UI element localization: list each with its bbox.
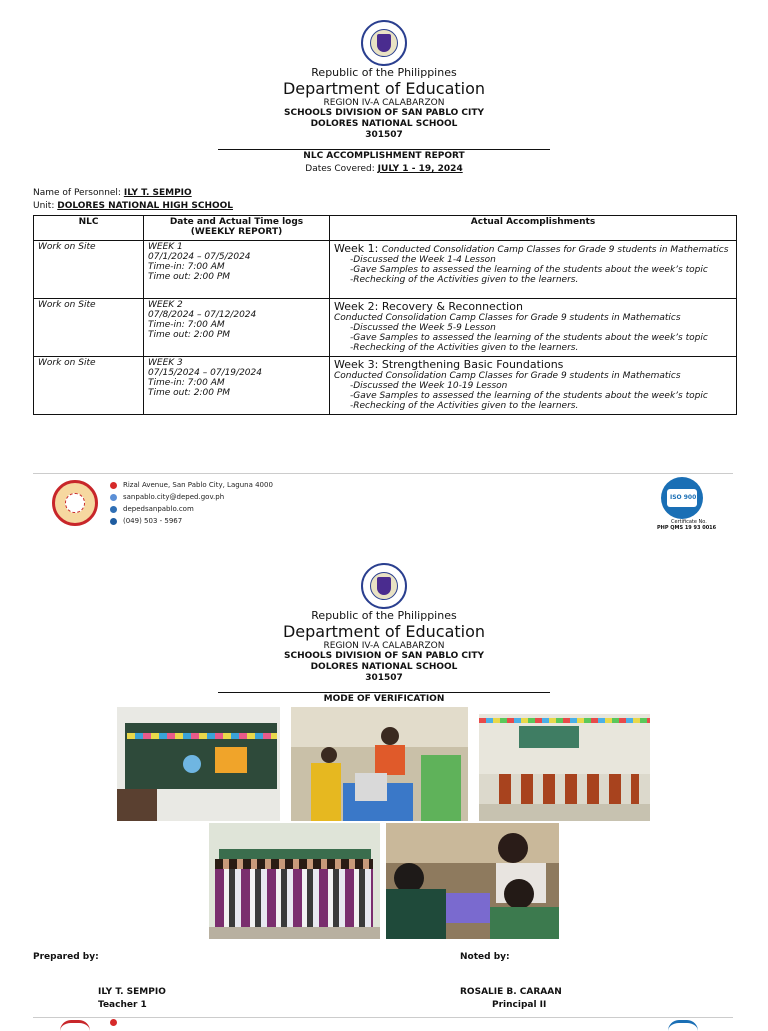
date-range: 07/15/2024 – 07/19/2024 (148, 368, 262, 378)
unit-line (33, 201, 233, 211)
phone-text: (049) 503 - 5967 (123, 517, 183, 525)
bullet-item: -Gave Samples to assessed the learning of the students about the week’s topic (350, 265, 708, 275)
region-text: REGION IV-A CALABARZON (323, 98, 445, 108)
time-out: Time out: 2:00 PM (148, 272, 231, 282)
week-label: WEEK 1 (148, 242, 183, 252)
table-row (34, 241, 737, 299)
bullet-item: -Gave Samples to assessed the learning of the students about the week’s topic (350, 391, 708, 401)
footer-divider (33, 473, 733, 474)
bullet-item: -Discussed the Week 1-4 Lesson (350, 255, 496, 265)
globe-icon (110, 506, 117, 513)
time-in: Time-in: 7:00 AM (148, 262, 225, 272)
empty-classroom-photo (479, 714, 650, 821)
location-pin-icon (110, 482, 117, 489)
bullet-item: -Rechecking of the Activities given to the learners. (350, 401, 579, 411)
table-row (34, 299, 737, 357)
time-cell (144, 241, 330, 299)
week-title: Week 2: Recovery & Reconnection (334, 300, 523, 313)
address-line (110, 479, 273, 491)
accomplishment-cell (330, 299, 737, 357)
personnel-value: ILY T. SEMPIO (123, 188, 192, 198)
nlc-cell: Work on Site (34, 299, 144, 357)
date-range: 07/8/2024 – 07/12/2024 (148, 310, 257, 320)
table-header-row (34, 216, 737, 241)
nlc-cell: Work on Site (34, 241, 144, 299)
department-title: Department of Education (282, 622, 486, 641)
week-title: Week 1: (334, 242, 382, 255)
iso-certification-logo (668, 1020, 698, 1031)
dates-label: Dates Covered: (305, 164, 375, 174)
week-description: Conducted Consolidation Camp Classes for Grade 9 students in Mathematics (381, 245, 729, 255)
email-icon (110, 494, 117, 501)
header-date-line2: (WEEKLY REPORT) (190, 227, 283, 237)
time-out: Time out: 2:00 PM (148, 330, 231, 340)
iso-text: ISO 9001 (670, 494, 701, 501)
week-description: Conducted Consolidation Camp Classes for Grade 9 students in Mathematics (334, 371, 681, 381)
time-cell (144, 357, 330, 415)
website-line (110, 503, 273, 515)
division-text: SCHOOLS DIVISION OF SAN PABLO CITY (284, 651, 484, 661)
personnel-label: Name of Personnel: (33, 188, 121, 198)
bullet-item: -Discussed the Week 5-9 Lesson (350, 323, 496, 333)
school-id-text: 301507 (365, 673, 403, 683)
header-accomplishments: Actual Accomplishments (330, 216, 737, 241)
students-activity-photo (386, 823, 559, 939)
website-text: depedsanpablo.com (123, 505, 194, 513)
division-text: SCHOOLS DIVISION OF SAN PABLO CITY (284, 108, 484, 118)
noted-name: ROSALIE B. CARAAN (460, 987, 562, 997)
classroom-board-photo (117, 707, 280, 821)
region-text: REGION IV-A CALABARZON (323, 641, 445, 651)
header-date-line1: Date and Actual Time logs (169, 217, 304, 227)
division-logo (52, 480, 98, 526)
unit-label: Unit: (33, 201, 55, 211)
prepared-role: Teacher 1 (98, 1000, 147, 1010)
time-out: Time out: 2:00 PM (148, 388, 231, 398)
date-range: 07/1/2024 – 07/5/2024 (148, 252, 251, 262)
school-text: DOLORES NATIONAL SCHOOL (310, 662, 458, 672)
deped-seal-logo (361, 563, 407, 609)
accomplishment-cell (330, 357, 737, 415)
week-label: WEEK 2 (148, 300, 183, 310)
header-divider (218, 692, 550, 693)
footer-divider (33, 1017, 733, 1018)
verification-title: MODE OF VERIFICATION (323, 694, 445, 704)
personnel-line (33, 188, 192, 198)
republic-text: Republic of the Philippines (311, 609, 457, 622)
prepared-by-label: Prepared by: (33, 952, 99, 962)
time-in: Time-in: 7:00 AM (148, 320, 225, 330)
time-in: Time-in: 7:00 AM (148, 378, 225, 388)
prepared-name: ILY T. SEMPIO (98, 987, 166, 997)
certificate-label: Certificate No. (671, 519, 707, 525)
week-label: WEEK 3 (148, 358, 183, 368)
accomplishment-cell (330, 241, 737, 299)
phone-icon (110, 518, 117, 525)
deped-seal-logo (361, 20, 407, 66)
phone-line (110, 515, 273, 527)
header-date (144, 216, 330, 241)
report-title: NLC ACCOMPLISHMENT REPORT (303, 151, 465, 161)
email-text: sanpablo.city@deped.gov.ph (123, 493, 225, 501)
header-divider (218, 149, 550, 150)
location-pin-icon (110, 1019, 117, 1026)
table-row (34, 357, 737, 415)
dates-covered (0, 164, 768, 174)
footer-contacts (110, 479, 273, 527)
bullet-item: -Rechecking of the Activities given to the learners. (350, 275, 579, 285)
address-text: Rizal Avenue, San Pablo City, Laguna 4000 (123, 481, 273, 489)
bullet-item: -Rechecking of the Activities given to the learners. (350, 343, 579, 353)
school-id-text: 301507 (365, 130, 403, 140)
week-title: Week 3: Strengthening Basic Foundations (334, 358, 564, 371)
unit-value: DOLORES NATIONAL HIGH SCHOOL (57, 201, 234, 211)
division-logo (60, 1020, 90, 1031)
school-text: DOLORES NATIONAL SCHOOL (310, 119, 458, 129)
email-line (110, 491, 273, 503)
accomplishment-table (33, 215, 737, 415)
noted-role: Principal II (492, 1000, 547, 1010)
iso-certification-logo (661, 477, 703, 519)
nlc-cell: Work on Site (34, 357, 144, 415)
bullet-item: -Discussed the Week 10-19 Lesson (350, 381, 508, 391)
republic-text: Republic of the Philippines (311, 66, 457, 79)
group-photo (209, 823, 380, 939)
department-title: Department of Education (282, 79, 486, 98)
teachers-meeting-photo (291, 707, 468, 821)
bullet-item: -Gave Samples to assessed the learning of the students about the week’s topic (350, 333, 708, 343)
week-description: Conducted Consolidation Camp Classes for Grade 9 students in Mathematics (334, 313, 681, 323)
time-cell (144, 299, 330, 357)
noted-by-label: Noted by: (460, 952, 510, 962)
header-nlc: NLC (34, 216, 144, 241)
certificate-number: PHP QMS 19 93 0016 (657, 525, 717, 531)
dates-value: JULY 1 - 19, 2024 (377, 164, 463, 174)
